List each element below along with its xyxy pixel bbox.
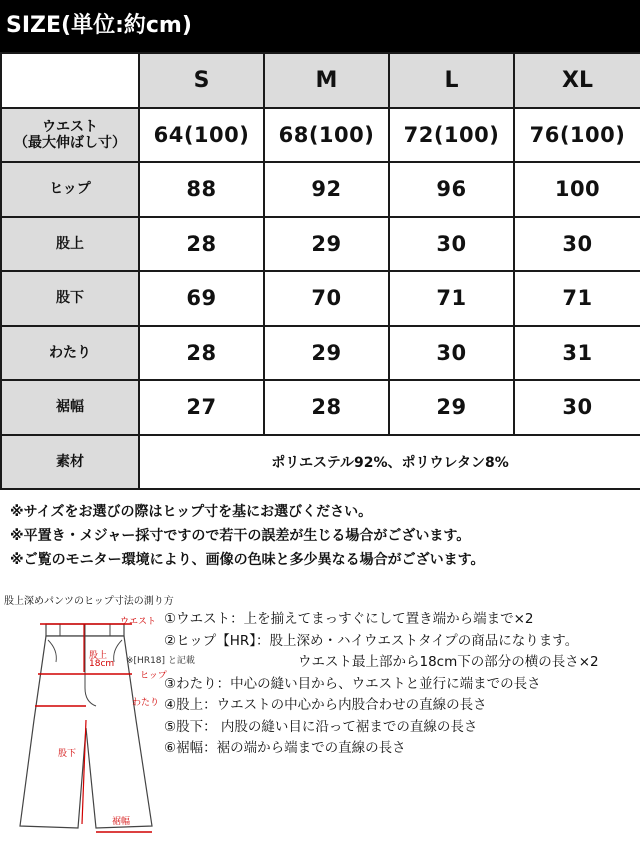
row-label-rise: 股上 — [1, 217, 139, 272]
table-cell: 28 — [264, 380, 389, 435]
table-cell: 69 — [139, 271, 264, 326]
size-col-xl: XL — [514, 53, 640, 108]
row-inseam — [1, 271, 640, 326]
figure-title: 股上深めパンツのヒップ寸法の測り方 — [4, 596, 174, 607]
table-cell: 96 — [389, 162, 514, 217]
row-hem — [1, 380, 640, 435]
table-cell: 100 — [514, 162, 640, 217]
row-label-waist — [1, 108, 139, 163]
table-cell: 71 — [389, 271, 514, 326]
label-thigh: わたり — [132, 698, 160, 708]
size-table — [0, 52, 640, 490]
table-cell: 29 — [264, 326, 389, 381]
notes — [10, 500, 635, 572]
legend-item: ③わたり：中心の縫い目から、ウエストと並行に端までの長さ — [164, 675, 541, 692]
table-cell: 92 — [264, 162, 389, 217]
row-label-hem: 裾幅 — [1, 380, 139, 435]
material-value: ポリエステル92%、ポリウレタン8% — [139, 435, 640, 490]
note-line: ※平置き・メジャー採寸ですので若干の誤差が生じる場合がございます。 — [10, 528, 471, 544]
table-cell: 30 — [514, 217, 640, 272]
table-cell: 28 — [139, 217, 264, 272]
table-cell: 71 — [514, 271, 640, 326]
table-cell: 30 — [389, 326, 514, 381]
measurement-legend — [164, 609, 640, 760]
table-cell: 70 — [264, 271, 389, 326]
label-rise: 股上 — [89, 651, 108, 661]
label-hem: 裾幅 — [112, 817, 131, 827]
table-cell: 64(100) — [139, 108, 264, 163]
table-cell: 31 — [514, 326, 640, 381]
row-label-hip: ヒップ — [1, 162, 139, 217]
label-hip: ヒップ — [140, 671, 167, 681]
row-material — [1, 435, 640, 490]
row-label-subline: （最大伸ばし寸） — [14, 134, 126, 151]
table-cell: 30 — [514, 380, 640, 435]
table-cell: 72(100) — [389, 108, 514, 163]
table-cell: 68(100) — [264, 108, 389, 163]
note-line: ※ご覧のモニター環境により、画像の色味と多少異なる場合がございます。 — [10, 552, 485, 568]
row-label-thigh: わたり — [1, 326, 139, 381]
legend-item: ⑤股下： 内股の縫い目に沿って裾までの直線の長さ — [164, 718, 478, 735]
legend-item: ⑥裾幅：裾の端から端までの直線の長さ — [164, 740, 406, 756]
note-line: ※サイズをお選びの際はヒップ寸を基にお選びください。 — [10, 504, 373, 520]
corner-cell — [1, 53, 139, 108]
table-cell: 29 — [389, 380, 514, 435]
label-inseam: 股下 — [58, 749, 77, 759]
row-thigh — [1, 326, 640, 381]
table-cell: 30 — [389, 217, 514, 272]
page-title: SIZE(単位:約cm) — [0, 0, 640, 52]
legend-item: ②ヒップ【HR】：股上深め・ハイウエストタイプの商品になります。 — [164, 632, 579, 649]
table-cell: 76(100) — [514, 108, 640, 163]
legend-item: ①ウエスト：上を揃えてまっすぐにして置き端から端まで×2 — [164, 611, 534, 627]
row-label-inseam: 股下 — [1, 271, 139, 326]
size-col-m: M — [264, 53, 389, 108]
legend-item: ④股上：ウエストの中心から内股合わせの直線の長さ — [164, 697, 487, 713]
size-header-row — [1, 53, 640, 108]
table-cell: 88 — [139, 162, 264, 217]
row-label-material: 素材 — [1, 435, 139, 490]
pants-diagram — [0, 610, 195, 846]
size-col-s: S — [139, 53, 264, 108]
pants-outline-icon — [0, 610, 162, 842]
table-cell: 27 — [139, 380, 264, 435]
label-rise-18cm: 18cm — [89, 659, 115, 669]
label-waist: ウエスト — [120, 617, 157, 627]
row-label-line: ウエスト — [42, 118, 98, 135]
row-rise — [1, 217, 640, 272]
table-cell: 29 — [264, 217, 389, 272]
table-cell: 28 — [139, 326, 264, 381]
row-waist — [1, 108, 640, 163]
label-hr-note: ※[HR18] と記載 — [126, 656, 195, 666]
size-col-l: L — [389, 53, 514, 108]
row-hip — [1, 162, 640, 217]
legend-item-continuation: ウエスト最上部から18cm下の部分の横の長さ×2 — [298, 654, 599, 670]
